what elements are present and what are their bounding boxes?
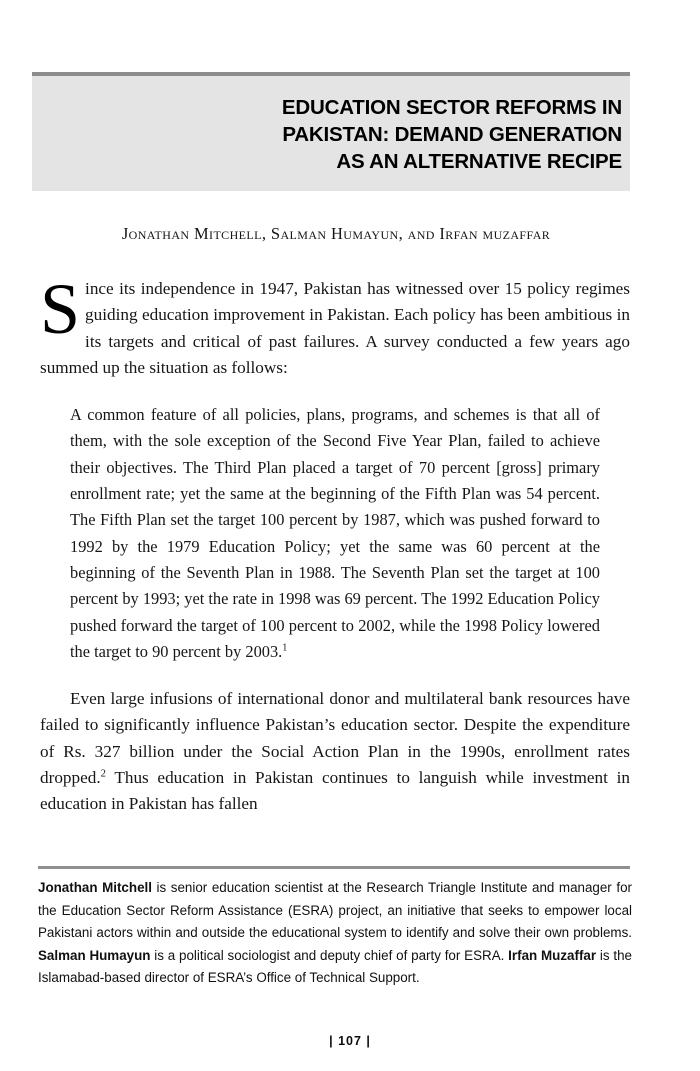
block-quote bbox=[40, 402, 600, 665]
second-paragraph bbox=[40, 686, 630, 817]
bio-author-three-text: is the Islamabad-based director of ESRA’s Office of Technical Support. bbox=[38, 947, 632, 986]
bio-author-one-name: Jonathan Mitchell bbox=[38, 880, 152, 895]
title-line-2: PAKISTAN: DEMAND GENERATION bbox=[282, 123, 622, 146]
author-byline: Jonathan Mitchell, Salman Humayun, and Irfan muzaffar bbox=[121, 224, 551, 243]
block-quote-body: A common feature of all policies, plans, programs, and schemes is that all of them, with the sole exception of the Second Five Year Plan, failed to achieve their objectives. The Third Plan placed a target of 70 percent [gross] primary enrollment rate; yet the same at the beginning of the Fifth Plan was 54 percent. The Fifth Plan set the target 100 percent by 1987, which was pushed forward to 1992 by the 1979 Education Policy; yet the same was 60 percent at the beginning of the Seventh Plan in 1988. The Seventh Plan set the target at 100 percent by 1993; yet the rate in 1998 was 69 percent. The 1992 Education Policy pushed forward the target of 100 percent to 2002, while the 1998 Policy lowered the target to 90 percent by 2003. bbox=[70, 405, 600, 661]
page-number: | 107 | bbox=[329, 1034, 371, 1048]
body-column bbox=[40, 269, 630, 818]
second-paragraph-part-two: Thus education in Pakistan continues to languish while investment in education in Pakistan has fallen bbox=[40, 768, 630, 814]
author-bio-note bbox=[38, 877, 632, 990]
title-line-1: EDUCATION SECTOR REFORMS IN bbox=[281, 96, 622, 119]
title-line-3: AS AN ALTERNATIVE RECIPE bbox=[336, 150, 622, 173]
bio-divider bbox=[38, 866, 630, 869]
opening-paragraph: Since its independence in 1947, Pakistan has witnessed over 15 policy regimes guiding education improvement in Pakistan. Each policy has been ambitious in its targets and critical of past failures. A survey conducted a few years ago summed up the situation as follows: bbox=[40, 269, 630, 377]
bio-author-three-name: Irfan Muzaffar bbox=[508, 947, 597, 963]
footnote-marker-2: 2 bbox=[100, 768, 106, 780]
page-title bbox=[40, 94, 622, 175]
footnote-marker-1: 1 bbox=[282, 642, 288, 654]
title-band bbox=[32, 72, 630, 191]
bio-author-two-name: Salman Humayun bbox=[38, 947, 151, 963]
second-paragraph-part-one: Even large infusions of international donor and multilateral bank resources have failed to significantly influence Pakistan’s education sector. Despite the expenditure of Rs. 327 billion under the Social Action Plan in the 1990s, enrollment rates dropped. bbox=[40, 689, 630, 788]
block-quote-text bbox=[70, 402, 600, 665]
bio-author-two-text: is a political sociologist and deputy chief of party for ESRA. bbox=[150, 947, 509, 963]
bio-author-one-text: is senior education scientist at the Research Triangle Institute and manager for the Education Sector Reform Assistance (ESRA) project, an initiative that seeks to empower local Pakistani actors within and outside the educational system to identify and solve their own problems. bbox=[38, 880, 632, 941]
